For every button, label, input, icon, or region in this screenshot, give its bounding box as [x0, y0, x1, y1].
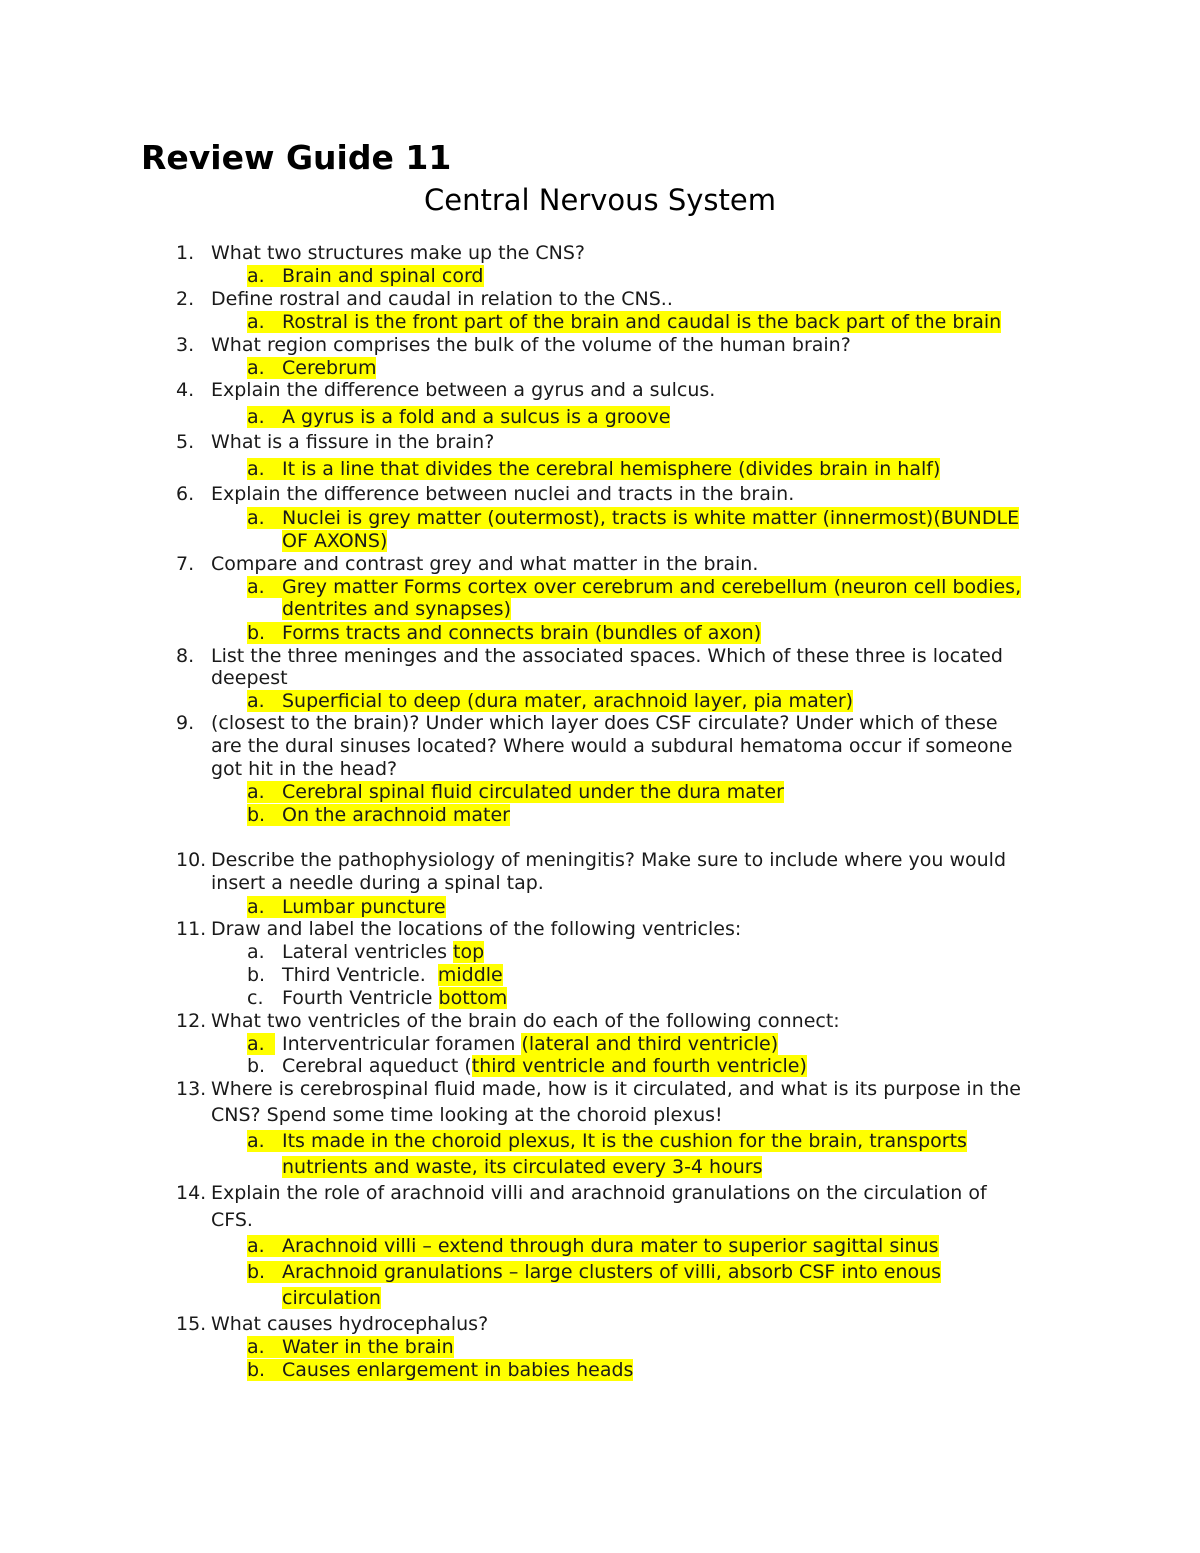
answer-highlight [247, 690, 853, 712]
answer-highlight [247, 1359, 633, 1381]
answer-highlight [247, 265, 484, 287]
answer-text: Lumbar puncture [282, 896, 446, 918]
question-text: CFS. [211, 1209, 253, 1231]
answer-text: circulation [282, 1287, 381, 1309]
answer-highlight [247, 357, 376, 379]
answer-letter: a. [247, 1033, 275, 1055]
answer-text: Cerebrum [282, 357, 377, 379]
answer-letter: a. [247, 311, 265, 333]
answer-letter: a. [247, 576, 265, 598]
answer-letter: a. [247, 265, 265, 287]
answer-letter: a. [247, 406, 265, 428]
document-title: Review Guide 11 [141, 138, 452, 177]
answer-text: A gyrus is a fold and a sulcus is a groove [282, 406, 671, 428]
answer-highlight [247, 622, 761, 644]
answer-highlight [247, 1130, 967, 1152]
question-text: Where is cerebrospinal fluid made, how is it circulated, and what is its purpose in the [211, 1078, 1021, 1100]
answer-letter: c. [247, 987, 264, 1009]
question-number: 5. [176, 431, 195, 453]
answer-text: Causes enlargement in babies heads [282, 1359, 634, 1381]
answer-text: Cerebral spinal fluid circulated under the dura mater [282, 781, 784, 803]
question-number: 7. [176, 553, 195, 575]
item-label: Cerebral aqueduct ( [282, 1055, 472, 1077]
answer-text: Brain and spinal cord [282, 265, 484, 287]
answer-text: (lateral and third ventricle) [521, 1033, 779, 1055]
question-text: CNS? Spend some time looking at the choroid plexus! [211, 1104, 723, 1126]
answer-letter: b. [247, 1055, 266, 1077]
answer-text: Nuclei is grey matter (outermost), tracts is white matter (innermost)(BUNDLE [282, 507, 1020, 529]
question-number: 1. [176, 242, 195, 264]
answer-row [247, 987, 507, 1009]
answer-row [247, 1033, 778, 1055]
question-number: 2. [176, 288, 195, 310]
question-number: 8. [176, 645, 195, 667]
answer-text: Rostral is the front part of the brain and caudal is the back part of the brain [282, 311, 1002, 333]
answer-letter: a. [247, 1235, 265, 1257]
answer-letter: b. [247, 804, 266, 826]
question-text: What two ventricles of the brain do each of the following connect: [211, 1010, 840, 1032]
answer-letter: b. [247, 964, 266, 986]
question-text: Compare and contrast grey and what matter in the brain. [211, 553, 759, 575]
answer-highlight [247, 1235, 939, 1257]
question-text: What is a fissure in the brain? [211, 431, 495, 453]
answer-text: third ventricle and fourth ventricle) [471, 1055, 807, 1077]
answer-text: OF AXONS) [282, 530, 388, 552]
answer-letter: a. [247, 458, 265, 480]
answer-letter: b. [247, 1359, 266, 1381]
question-number: 4. [176, 379, 195, 401]
answer-highlight [247, 458, 940, 480]
answer-text: dentrites and synapses) [282, 598, 511, 620]
question-number: 15. [176, 1313, 207, 1335]
question-text: Explain the difference between a gyrus and a sulcus. [211, 379, 716, 401]
answer-highlight [247, 1336, 454, 1358]
answer-text: Grey matter Forms cortex over cerebrum and cerebellum (neuron cell bodies, [282, 576, 1022, 598]
answer-highlight [247, 576, 1021, 598]
question-number: 6. [176, 483, 195, 505]
answer-row [247, 941, 484, 963]
question-number: 12. [176, 1010, 207, 1032]
answer-highlight [247, 311, 1001, 333]
answer-highlight [247, 896, 446, 918]
answer-text: Water in the brain [282, 1336, 454, 1358]
answer-text: It is a line that divides the cerebral hemisphere (divides brain in half) [282, 458, 941, 480]
question-text: Describe the pathophysiology of meningitis? Make sure to include where you would [211, 849, 1007, 871]
question-number: 10. [176, 849, 207, 871]
answer-letter: a. [247, 1130, 265, 1152]
answer-letter: a. [247, 941, 265, 963]
answer-highlight [247, 781, 784, 803]
answer-text: Arachnoid granulations – large clusters of villi, absorb CSF into enous [282, 1261, 942, 1283]
question-number: 11. [176, 918, 207, 940]
question-text: List the three meninges and the associated spaces. Which of these three is located [211, 645, 1003, 667]
question-text: Draw and label the locations of the following ventricles: [211, 918, 742, 940]
answer-letter: a. [247, 507, 265, 529]
answer-letter: a. [247, 357, 265, 379]
question-number: 9. [176, 712, 195, 734]
answer-letter: a. [247, 781, 265, 803]
question-text: got hit in the head? [211, 758, 398, 780]
item-label: Lateral ventricles [282, 941, 454, 963]
question-text: What region comprises the bulk of the volume of the human brain? [211, 334, 851, 356]
answer-text: top [453, 941, 485, 963]
answer-letter: b. [247, 622, 266, 644]
answer-letter: b. [247, 1261, 266, 1283]
answer-letter: a. [247, 1336, 265, 1358]
answer-letter: a. [247, 896, 265, 918]
item-label: Third Ventricle. [282, 964, 438, 986]
question-text: Explain the difference between nuclei and tracts in the brain. [211, 483, 795, 505]
answer-highlight [247, 804, 510, 826]
item-label: Interventricular foramen [282, 1033, 522, 1055]
answer-row [247, 1055, 807, 1077]
question-text: deepest [211, 667, 288, 689]
answer-text: Arachnoid villi – extend through dura mater to superior sagittal sinus [282, 1235, 939, 1257]
document-subtitle: Central Nervous System [423, 183, 777, 217]
answer-text: On the arachnoid mater [282, 804, 510, 826]
question-text: What two structures make up the CNS? [211, 242, 585, 264]
answer-text: nutrients and waste, its circulated every 3-4 hours [282, 1156, 763, 1178]
item-label: Fourth Ventricle [282, 987, 439, 1009]
question-text: Define rostral and caudal in relation to the CNS.. [211, 288, 673, 310]
answer-highlight [247, 1261, 941, 1283]
question-text: (closest to the brain)? Under which layer does CSF circulate? Under which of these [211, 712, 998, 734]
answer-text: Its made in the choroid plexus, It is the cushion for the brain, transports [282, 1130, 967, 1152]
question-number: 14. [176, 1182, 207, 1204]
question-text: What causes hydrocephalus? [211, 1313, 489, 1335]
question-text: are the dural sinuses located? Where would a subdural hematoma occur if someone [211, 735, 1013, 757]
answer-letter: a. [247, 690, 265, 712]
answer-highlight [247, 406, 670, 428]
question-text: insert a needle during a spinal tap. [211, 872, 544, 894]
question-number: 3. [176, 334, 195, 356]
answer-text: Superficial to deep (dura mater, arachnoid layer, pia mater) [282, 690, 854, 712]
answer-row [247, 964, 503, 986]
question-number: 13. [176, 1078, 207, 1100]
question-text: Explain the role of arachnoid villi and arachnoid granulations on the circulation of [211, 1182, 987, 1204]
answer-text: bottom [438, 987, 508, 1009]
answer-text: Forms tracts and connects brain (bundles of axon) [282, 622, 762, 644]
answer-highlight [247, 507, 1019, 529]
answer-text: middle [437, 964, 503, 986]
